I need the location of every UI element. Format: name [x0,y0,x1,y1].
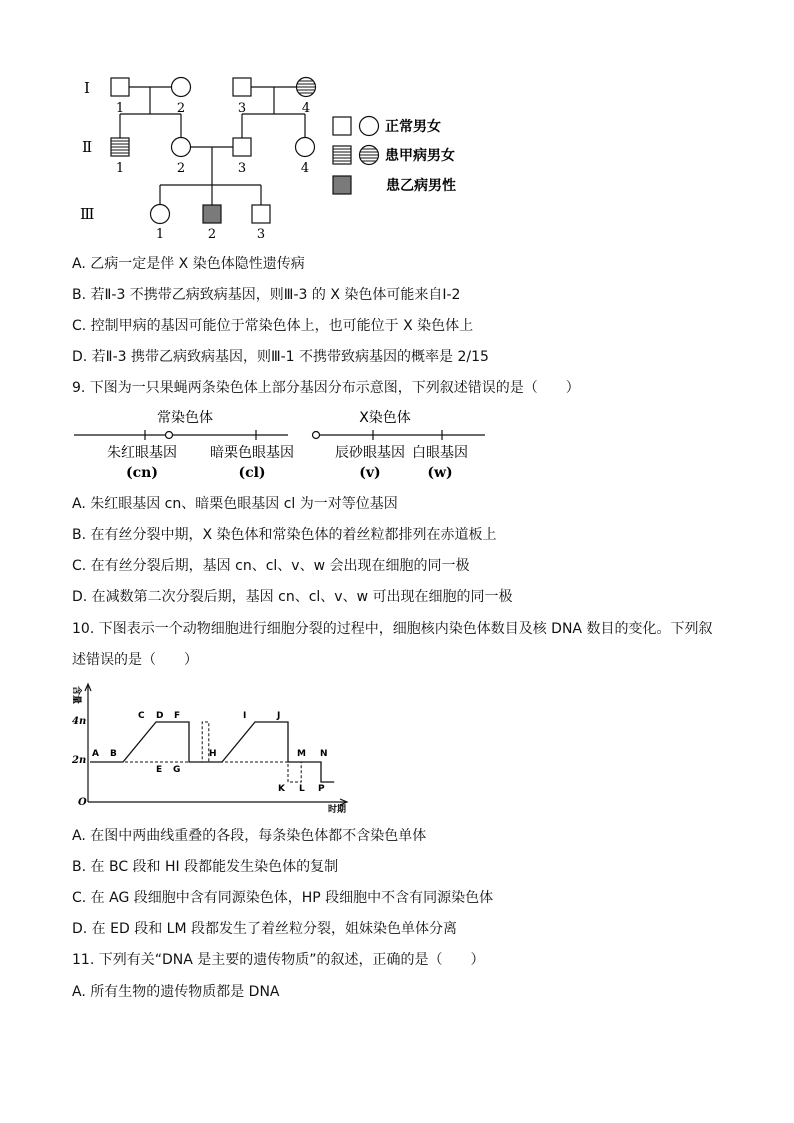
point-label-C: C [138,711,145,721]
autosome-label: 常染色体 [157,410,213,426]
q10-stem-line2: 述错误的是（ ） [72,652,198,668]
pedigree-I-2-female [172,78,191,97]
individual-number: 3 [237,161,247,176]
q8-option-a: A. 乙病一定是伴 X 染色体隐性遗传病 [72,256,305,272]
q10-option-a: A. 在图中两曲线重叠的各段，每条染色体都不含染色单体 [72,828,427,844]
q9-option-b: B. 在有丝分裂中期，X 染色体和常染色体的着丝粒都排列在赤道板上 [72,527,497,543]
x-chromosome-label: X染色体 [359,410,411,426]
point-label-A: A [92,749,99,759]
pedigree-III-1-female [151,205,170,224]
individual-number: 3 [237,101,247,116]
point-label-P: P [318,784,325,794]
q9-stem: 9. 下图为一只果蝇两条染色体上部分基因分布示意图，下列叙述错误的是（ ） [72,380,580,396]
cell-division-chart [70,680,360,820]
q8-option-d: D. 若Ⅱ-3 携带乙病致病基因，则Ⅲ-1 不携带致病基因的概率是 2/15 [72,349,489,365]
individual-number: 3 [256,227,266,242]
q9-option-a: A. 朱红眼基因 cn、暗栗色眼基因 cl 为一对等位基因 [72,496,398,512]
y-tick-2n: 2n [72,755,87,766]
point-label-L: L [299,784,305,794]
gene-symbol-cl: (cl) [238,465,266,481]
pedigree-II-2-female [172,138,191,157]
autosome-centromere [166,432,173,439]
individual-number: 2 [176,101,186,116]
pedigree-diagram [70,68,490,244]
individual-number: 1 [115,161,125,176]
point-label-G: G [173,765,181,775]
q10-option-b: B. 在 BC 段和 HI 段都能发生染色体的复制 [72,859,339,875]
point-label-K: K [278,784,285,794]
gene-name-cl: 暗栗色眼基因 [210,445,294,461]
individual-number: 2 [176,161,186,176]
q10-stem-line1: 10. 下图表示一个动物细胞进行细胞分裂的过程中，细胞核内染色体数目及核 DNA 数目的变化。下列叙 [72,621,713,637]
gene-symbol-v: (v) [359,465,381,481]
q10-option-c: C. 在 AG 段细胞中含有同源染色体，HP 段细胞中不含有同源染色体 [72,890,494,906]
q10-option-d: D. 在 ED 段和 LM 段都发生了着丝粒分裂，姐妹染色单体分离 [72,921,457,937]
point-label-F: F [174,711,181,721]
individual-number: 2 [207,227,217,242]
point-label-I: I [243,711,247,721]
pedigree-I-3-male [233,78,251,96]
y-tick-4n: 4n [72,716,87,727]
generation-label-I: Ⅰ [84,79,90,97]
individual-number: 4 [300,161,310,176]
legend-disease-b-male-symbol [333,176,351,194]
individual-number: 1 [155,227,165,242]
q9-option-d: D. 在减数第二次分裂后期，基因 cn、cl、v、w 可出现在细胞的同一极 [72,589,513,605]
q9-option-c: C. 在有丝分裂后期，基因 cn、cl、v、w 会出现在细胞的同一极 [72,558,470,574]
chromosome-gene-diagram [70,406,490,484]
legend-normal-female-symbol [360,117,379,136]
point-label-B: B [110,749,117,759]
pedigree-III-2-male-disease-b [203,205,221,223]
x-axis-label: 时期 [328,805,347,815]
q8-option-c: C. 控制甲病的基因可能位于常染色体上，也可能位于 X 染色体上 [72,318,474,334]
point-label-D: D [156,711,164,721]
pedigree-I-1-male [111,78,129,96]
gene-symbol-w: (w) [427,465,453,481]
q8-option-b: B. 若Ⅱ-3 不携带乙病致病基因，则Ⅲ-3 的 X 染色体可能来自Ⅰ-2 [72,287,461,303]
legend-disease-a-label: 患甲病男女 [385,148,455,164]
gene-name-v: 辰砂眼基因 [335,445,405,461]
point-label-H: H [209,749,217,759]
generation-label-II: Ⅱ [82,138,93,156]
q11-stem: 11. 下列有关“DNA 是主要的遗传物质”的叙述，正确的是（ ） [72,952,485,968]
x-chromosome-centromere [313,432,320,439]
individual-number: 4 [301,101,311,116]
gene-symbol-cn: (cn) [126,465,158,481]
point-label-J: J [277,711,281,721]
point-label-N: N [320,749,328,759]
legend-disease-b-label: 患乙病男性 [386,178,456,194]
pedigree-II-3-male [233,138,251,156]
pedigree-III-3-male [252,205,270,223]
gene-name-w: 白眼基因 [412,445,468,461]
legend-normal-label: 正常男女 [385,119,441,135]
individual-number: 1 [115,101,125,116]
generation-label-III: Ⅲ [80,205,95,223]
legend-normal-male-symbol [333,117,351,135]
q11-option-a: A. 所有生物的遗传物质都是 DNA [72,984,280,1000]
pedigree-II-4-female [296,138,315,157]
origin-label: O [78,797,87,808]
gene-name-cn: 朱红眼基因 [107,445,177,461]
point-label-M: M [297,749,306,759]
y-axis-label: 含量 [71,686,81,705]
point-label-E: E [156,765,163,775]
